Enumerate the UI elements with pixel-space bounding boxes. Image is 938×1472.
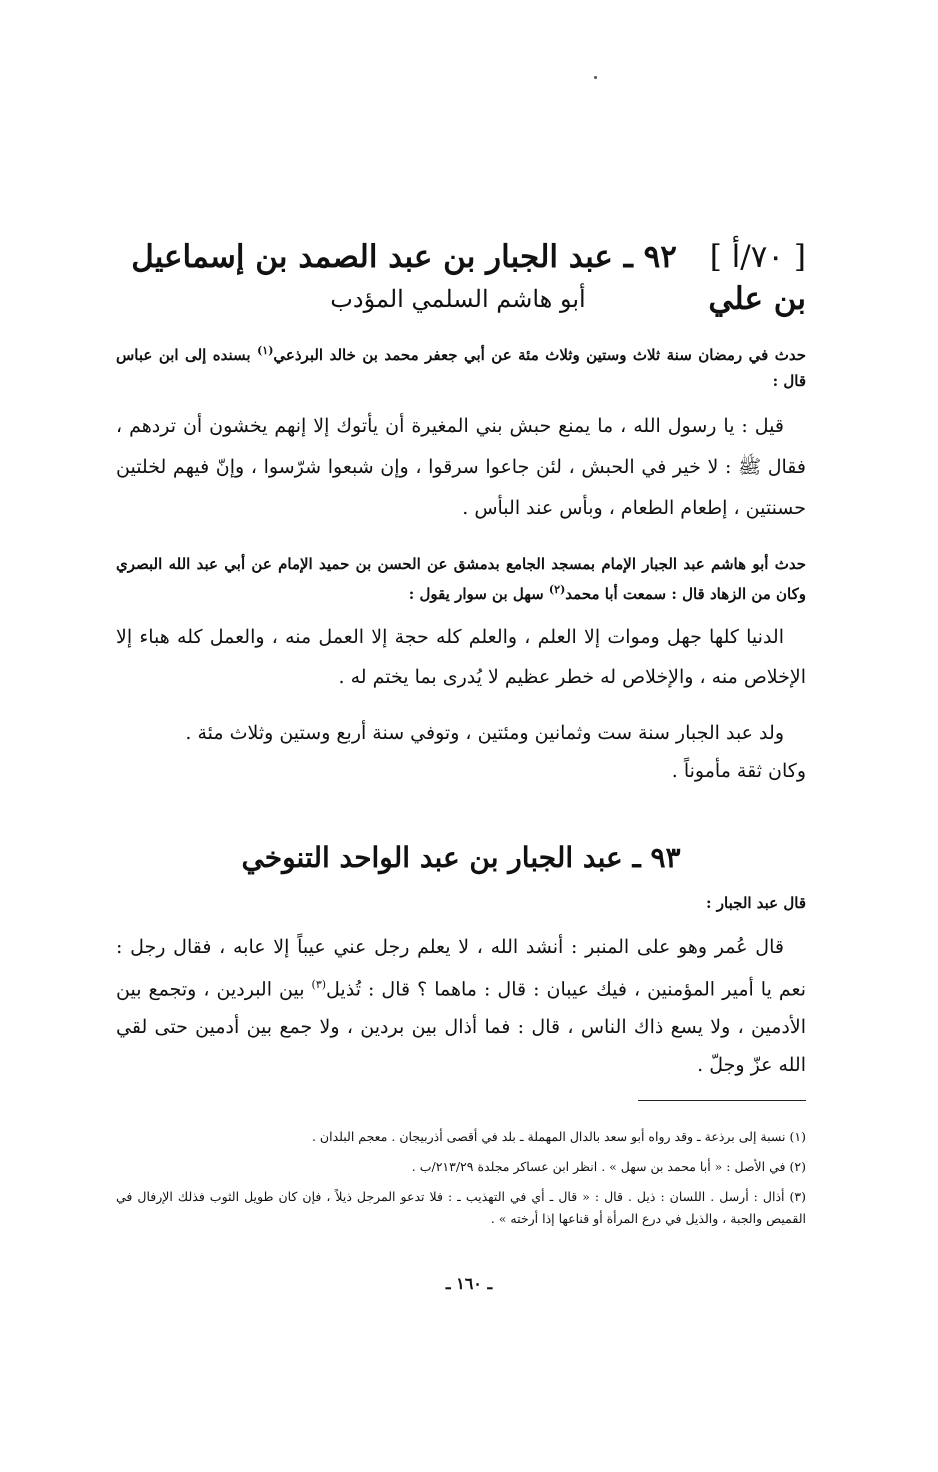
footnote-ref-3: (٣) bbox=[311, 978, 327, 991]
footnote-3: (٣) أذال : أرسل . اللسان : ذيل . قال : « قال ـ أي في التهذيب ـ : فلا تدعو المرجل ذيلاً ، فإن كان طويل الثوب فذلك الإرفال في القميص والجبة ، والذيل في درع المرأة أو قناعها إذا أرخته » . bbox=[116, 1189, 806, 1226]
footnote-separator bbox=[638, 1100, 806, 1101]
hadith-paragraph: قيل : يا رسول الله ، ما يمنع حبش بني المغيرة أن يأتوك إلا إنهم يخشون أن تردهم ، فقال ﷺ : لا خير في الحبش ، لئن جاعوا سرقوا ، وإن شبعوا شرّسوا ، وإنّ فيهم لخلتين حسنتين ، إطعام الطعام ، وبأس عند البأس . bbox=[116, 415, 806, 519]
isnad-paragraph-1 bbox=[116, 338, 806, 394]
entry-93-intro: قال عبد الجبار : bbox=[706, 894, 806, 912]
entry-92-subtitle: أبو هاشم السلمي المؤدب bbox=[330, 285, 586, 313]
isnad-2-text-a: حدث أبو هاشم عبد الجبار الإمام بمسجد الجامع بدمشق عن الحسن بن حميد الإمام عن أبي عبد الله البصري وكان من الزهاد قال : سمعت أبا محمد bbox=[116, 555, 806, 603]
entry-93-text-b: بين البردين ، وتجمع بين الأدمين ، ولا يسع ذاك الناس ، قال : فما أذال بين بردين ، ولا جمع بين أدمين حتى لقي الله عزّ وجلّ . bbox=[116, 978, 806, 1077]
isnad-1-text-b: بسنده إلى ابن عباس قال : bbox=[116, 346, 806, 390]
footnote-2: (٢) في الأصل : « أبا محمد بن سهل » . انظر ابن عساكر مجلدة ٢١٣/٢٩/ب . bbox=[411, 1159, 806, 1174]
scan-speck bbox=[594, 76, 597, 79]
entry-93-paragraph bbox=[116, 928, 806, 1084]
entry-93-title: ٩٣ ـ عبد الجبار بن عبد الواحد التنوخي bbox=[241, 841, 681, 874]
isnad-1-text-a: حدث في رمضان سنة ثلاث وستين وثلاث مئة عن أبي جعفر محمد بن خالد البرذعي bbox=[273, 346, 806, 364]
entry-93-text-a: قال عُمر وهو على المنبر : أنشد الله ، لا يعلم رجل عني عيباً إلا عابه ، فقال رجل : نعم يا أمير المؤمنين ، فيك عيبان : قال : ماهما ؟ قال : تُذيل bbox=[116, 936, 806, 1001]
saying-paragraph: الدنيا كلها جهل وموات إلا العلم ، والعلم كله حجة إلا العمل منه ، والعمل كله هباء إلا الإخلاص منه ، والإخلاص له خطر عظيم لا يُدرى بما يختم له . bbox=[116, 626, 806, 688]
footnote-1: (١) نسبة إلى برذعة ـ وقد رواه أبو سعد بالدال المهملة ـ بلد في أقصى أذربيجان . معجم البلدان . bbox=[311, 1129, 806, 1144]
folio-reference: [ ٧٠/أ ] bbox=[709, 239, 806, 275]
isnad-paragraph-2 bbox=[116, 551, 806, 607]
page-number: ـ ١٦٠ ـ bbox=[445, 1274, 493, 1293]
birth-death-line: ولد عبد الجبار سنة ست وثمانين ومئتين ، وتوفي سنة أربع وستين وثلاث مئة . bbox=[185, 722, 784, 744]
entry-92-title: ٩٢ ـ عبد الجبار بن عبد الصمد بن إسماعيل بن علي bbox=[131, 239, 806, 317]
trustworthiness-line: وكان ثقة مأموناً . bbox=[671, 760, 806, 782]
footnote-ref-1: (١) bbox=[257, 344, 274, 357]
footnote-ref-2: (٢) bbox=[548, 583, 566, 596]
isnad-2-text-b: سهل بن سوار يقول : bbox=[408, 585, 549, 603]
